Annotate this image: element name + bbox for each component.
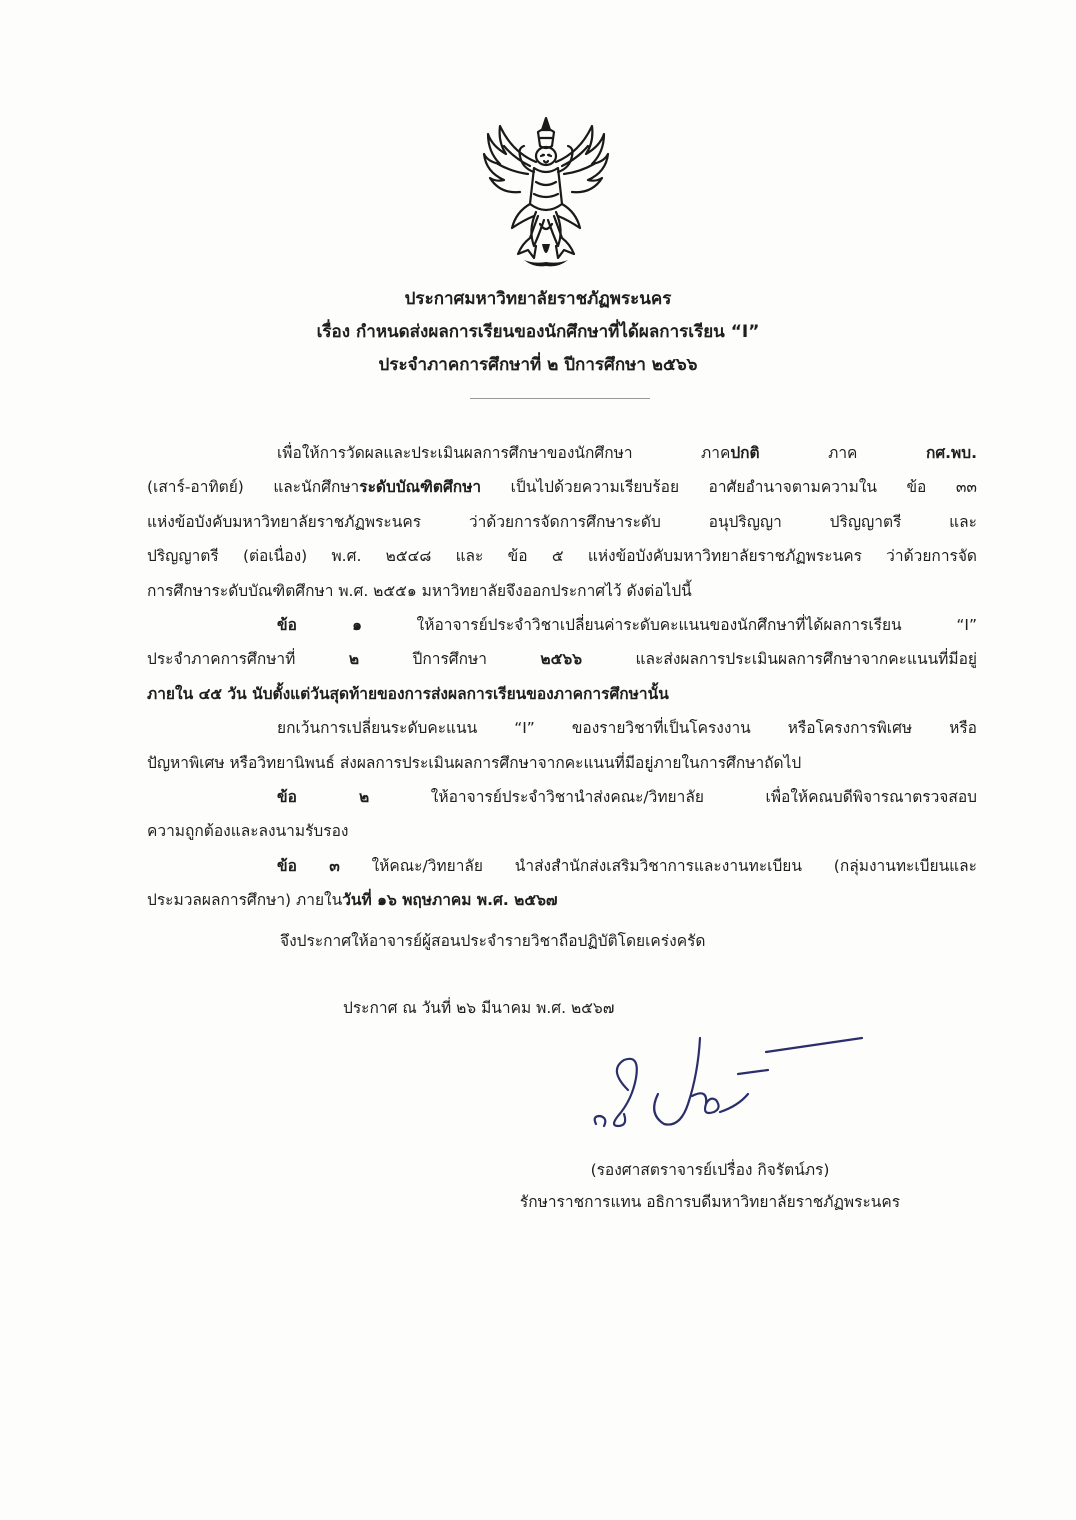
item-3-line-1: ข้อ ๓ ให้คณะ/วิทยาลัย นำส่งสำนักส่งเสริมวิชาการและงานทะเบียน (กลุ่มงานทะเบียนและ bbox=[277, 856, 977, 875]
item-3-line-2: ประมวลผลการศึกษา) ภายในวันที่ ๑๖ พฤษภาคม พ.ศ. ๒๕๖๗ bbox=[147, 891, 558, 910]
item-1-line-2: ประจำภาคการศึกษาที่ ๒ ปีการศึกษา ๒๕๖๖ และส่งผลการประเมินผลการศึกษาจากคะแนนที่มีอยู่ bbox=[147, 650, 977, 669]
paragraph-1-line-3: แห่งข้อบังคับมหาวิทยาลัยราชภัฏพระนคร ว่าด้วยการจัดการศึกษาระดับ อนุปริญญา ปริญญาตรี และ bbox=[147, 512, 977, 531]
item-1-line-4: ยกเว้นการเปลี่ยนระดับคะแนน “I” ของรายวิชาที่เป็นโครงงาน หรือโครงการพิเศษ หรือ bbox=[277, 719, 977, 738]
announcement-header bbox=[200, 283, 876, 382]
paragraph-1-line-5: การศึกษาระดับบัณฑิตศึกษา พ.ศ. ๒๕๕๑ มหาวิทยาลัยจึงออกประกาศไว้ ดังต่อไปนี้ bbox=[147, 581, 692, 600]
garuda-emblem-icon bbox=[478, 112, 614, 270]
signer-position: รักษาราชการแทน อธิการบดีมหาวิทยาลัยราชภัฏพระนคร bbox=[519, 1193, 901, 1211]
announcement-body bbox=[147, 436, 977, 917]
announcement-subject: เรื่อง กำหนดส่งผลการเรียนของนักศึกษาที่ได้ผลการเรียน “I” bbox=[316, 322, 760, 342]
paragraph-1-line-1: เพื่อให้การวัดผลและประเมินผลการศึกษาของนักศึกษา ภาคปกติ ภาค กศ.พบ. bbox=[277, 444, 977, 462]
item-1-line-1: ข้อ ๑ ให้อาจารย์ประจำวิชาเปลี่ยนค่าระดับคะแนนของนักศึกษาที่ได้ผลการเรียน “I” bbox=[277, 615, 977, 634]
item-2-line-1: ข้อ ๒ ให้อาจารย์ประจำวิชานำส่งคณะ/วิทยาลัย เพื่อให้คณบดีพิจารณาตรวจสอบ bbox=[277, 787, 977, 806]
paragraph-1-line-2: (เสาร์-อาทิตย์) และนักศึกษาระดับบัณฑิตศึกษา เป็นไปด้วยความเรียบร้อย อาศัยอำนาจตามความใน ข้อ ๓๓ bbox=[147, 478, 977, 497]
item-1-line-5: ปัญหาพิเศษ หรือวิทยานิพนธ์ ส่งผลการประเมินผลการศึกษาจากคะแนนที่มีอยู่ภายในการศึกษาถัดไป bbox=[147, 753, 802, 772]
announcement-date: ประกาศ ณ วันที่ ๒๖ มีนาคม พ.ศ. ๒๕๖๗ bbox=[343, 999, 615, 1017]
signer-name: (รองศาสตราจารย์เปรื่อง กิจรัตน์ภร) bbox=[590, 1161, 830, 1179]
paragraph-1-line-4: ปริญญาตรี (ต่อเนื่อง) พ.ศ. ๒๕๔๘ และ ข้อ ๕ แห่งข้อบังคับมหาวิทยาลัยราชภัฏพระนคร ว่าด้วยการจัด bbox=[147, 547, 977, 566]
announcement-semester: ประจำภาคการศึกษาที่ ๒ ปีการศึกษา ๒๕๖๖ bbox=[378, 355, 698, 375]
header-divider bbox=[470, 398, 650, 399]
announcement-title: ประกาศมหาวิทยาลัยราชภัฏพระนคร bbox=[404, 289, 672, 309]
item-1-line-3: ภายใน ๔๕ วัน นับตั้งแต่วันสุดท้ายของการส่งผลการเรียนของภาคการศึกษานั้น bbox=[147, 684, 669, 703]
item-2-line-2: ความถูกต้องและลงนามรับรอง bbox=[147, 822, 349, 841]
closing-statement: จึงประกาศให้อาจารย์ผู้สอนประจำรายวิชาถือปฏิบัติโดยเคร่งครัด bbox=[280, 932, 706, 950]
handwritten-signature-icon bbox=[588, 1030, 878, 1140]
signer-block bbox=[440, 1154, 980, 1218]
